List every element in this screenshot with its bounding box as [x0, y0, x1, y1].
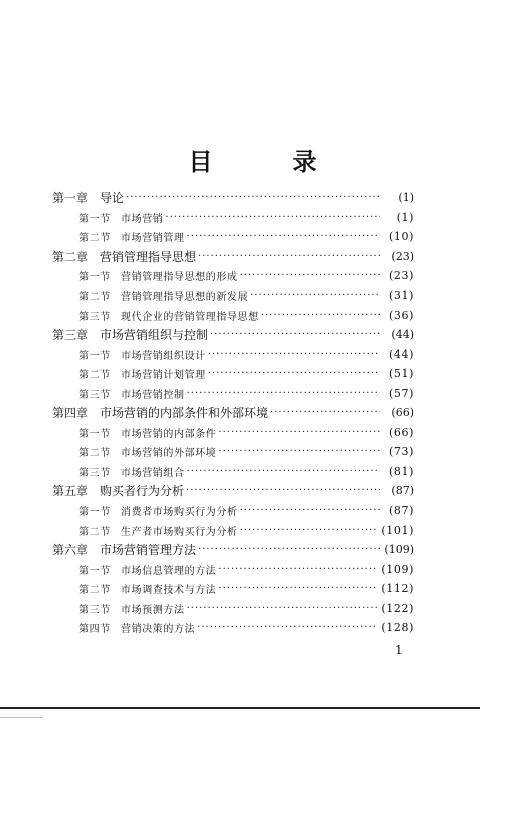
- toc-chapter-row: [52, 403, 414, 423]
- dot-leader: [198, 544, 380, 555]
- dot-leader: [197, 622, 377, 633]
- toc-entry-page: (66): [389, 425, 414, 439]
- toc-entry-title: 消费者市场购买行为分析: [121, 507, 238, 519]
- toc-entry-number: 第一节: [79, 272, 111, 284]
- toc-entry-number: 第三节: [79, 604, 111, 616]
- page-number: 1: [395, 643, 403, 657]
- toc-section-row: [52, 618, 414, 638]
- toc-entry-title: 市场营销组织设计: [121, 350, 206, 362]
- toc-entry-number: 第五章: [52, 484, 89, 499]
- toc-entry-number: 第二节: [79, 370, 111, 382]
- toc-entry-title: 市场营销计划管理: [121, 370, 206, 382]
- toc-section-row: [52, 442, 414, 462]
- toc-chapter-row: [52, 247, 414, 267]
- toc-entry-number: 第一节: [79, 213, 111, 225]
- toc-entry-page: (73): [389, 445, 414, 459]
- toc-entry-page: (44): [389, 347, 414, 361]
- dot-leader: [218, 427, 380, 438]
- dot-leader: [187, 231, 380, 242]
- toc-entry-page: (87): [389, 504, 414, 518]
- toc-entry-page: (81): [389, 464, 414, 478]
- toc-entry-page: (31): [389, 289, 414, 302]
- toc-section-row: [52, 462, 414, 482]
- toc-entry-page: (23): [391, 249, 414, 263]
- toc-entry-page: (112): [381, 582, 414, 596]
- toc-entry-title: 市场营销组合: [121, 467, 185, 479]
- toc-entry-page: (87): [391, 484, 414, 498]
- toc-entry-number: 第一节: [79, 507, 111, 519]
- toc-section-row: [52, 227, 414, 247]
- dot-leader: [250, 290, 380, 301]
- bottom-divider-short: [0, 717, 42, 718]
- toc-entry-page: (109): [384, 543, 414, 557]
- dot-leader: [187, 466, 380, 477]
- toc-entry-title: 市场营销的内部条件: [121, 428, 217, 440]
- dot-leader: [218, 446, 380, 457]
- toc-section-row: [52, 344, 414, 364]
- toc-section-row: [52, 598, 414, 618]
- toc-entry-title: 购买者行为分析: [100, 484, 185, 499]
- toc-entry-number: 第六章: [52, 543, 89, 558]
- toc-entry-title: 营销管理指导思想的形成: [121, 272, 238, 284]
- dot-leader: [240, 525, 378, 536]
- toc-entry-title: 市场预测方法: [121, 604, 185, 616]
- toc-chapter-row: [52, 188, 414, 208]
- toc-chapter-row: [52, 540, 414, 560]
- toc-entry-page: (1): [396, 210, 414, 224]
- toc-entry-number: 第二节: [79, 585, 111, 597]
- toc-entry-number: 第四章: [52, 406, 89, 421]
- toc-entry-page: (101): [381, 523, 414, 537]
- toc-section-row: [52, 305, 414, 325]
- toc-chapter-row: [52, 481, 414, 501]
- toc-entry-page: (1): [398, 191, 414, 205]
- dot-leader: [261, 310, 380, 321]
- dot-leader: [240, 270, 380, 281]
- toc-section-row: [52, 520, 414, 540]
- toc-section-row: [52, 579, 414, 599]
- toc-entry-number: 第三节: [79, 467, 111, 479]
- toc-section-row: [52, 286, 414, 306]
- toc-entry-title: 市场营销管理: [121, 233, 185, 245]
- dot-leader: [187, 603, 378, 614]
- toc-entry-page: (10): [389, 230, 414, 244]
- toc-entry-number: 第二章: [52, 249, 89, 264]
- toc-entry-number: 第三节: [79, 311, 111, 323]
- toc-entry-title: 市场营销的内部条件和外部环境: [100, 406, 269, 421]
- dot-leader: [198, 251, 380, 262]
- toc-section-row: [52, 266, 414, 286]
- toc-entry-number: 第一节: [79, 565, 111, 577]
- toc-entry-number: 第二节: [79, 526, 111, 538]
- toc-entry-title: 市场信息管理的方法: [121, 565, 217, 577]
- toc-section-row: [52, 208, 414, 228]
- bottom-divider: [0, 707, 480, 709]
- toc-entry-number: 第三章: [52, 328, 89, 343]
- toc-section-row: [52, 423, 414, 443]
- toc-entry-title: 市场营销管理方法: [100, 543, 197, 558]
- toc-entry-page: (128): [381, 621, 414, 635]
- toc-entry-title: 市场调查技术与方法: [121, 585, 217, 597]
- dot-leader: [210, 329, 380, 340]
- dot-leader: [186, 485, 380, 496]
- toc-section-row: [52, 559, 414, 579]
- toc-entry-title: 市场营销组织与控制: [100, 328, 209, 343]
- toc-entry-number: 第二节: [79, 233, 111, 245]
- toc-section-row: [52, 383, 414, 403]
- dot-leader: [218, 564, 377, 575]
- toc-entry-title: 市场营销的外部环境: [121, 448, 217, 460]
- table-of-contents: [52, 188, 414, 638]
- toc-entry-page: (122): [381, 601, 414, 615]
- toc-entry-title: 营销管理指导思想的新发展: [121, 292, 249, 303]
- toc-chapter-row: [52, 325, 414, 345]
- toc-entry-number: 第二节: [79, 292, 111, 303]
- toc-entry-page: (66): [391, 406, 414, 420]
- toc-entry-number: 第一节: [79, 428, 111, 440]
- dot-leader: [165, 212, 380, 223]
- toc-entry-title: 市场营销控制: [121, 389, 185, 401]
- dot-leader: [270, 407, 380, 418]
- toc-entry-page: (36): [389, 308, 414, 322]
- toc-entry-number: 第一节: [79, 350, 111, 362]
- dot-leader: [218, 583, 377, 594]
- dot-leader: [208, 368, 380, 379]
- toc-entry-title: 生产者市场购买行为分析: [121, 526, 238, 538]
- toc-entry-title: 导论: [100, 191, 125, 206]
- toc-entry-page: (23): [389, 269, 414, 283]
- toc-entry-title: 现代企业的营销管理指导思想: [121, 311, 259, 323]
- toc-entry-number: 第三节: [79, 389, 111, 401]
- dot-leader: [240, 505, 380, 516]
- toc-entry-title: 营销管理指导思想: [100, 249, 197, 264]
- page-title: 目 录: [188, 148, 345, 176]
- toc-entry-title: 市场营销: [121, 213, 164, 225]
- dot-leader: [187, 388, 380, 399]
- toc-entry-page: (57): [389, 386, 414, 400]
- dot-leader: [208, 349, 380, 360]
- dot-leader: [126, 192, 380, 203]
- toc-entry-number: 第四节: [79, 624, 111, 636]
- toc-entry-page: (109): [381, 562, 414, 576]
- toc-entry-number: 第二节: [79, 448, 111, 460]
- toc-entry-page: (51): [389, 367, 414, 381]
- toc-entry-number: 第一章: [52, 191, 89, 206]
- toc-section-row: [52, 364, 414, 384]
- toc-entry-title: 营销决策的方法: [121, 624, 196, 636]
- toc-entry-page: (44): [391, 328, 414, 342]
- toc-section-row: [52, 501, 414, 521]
